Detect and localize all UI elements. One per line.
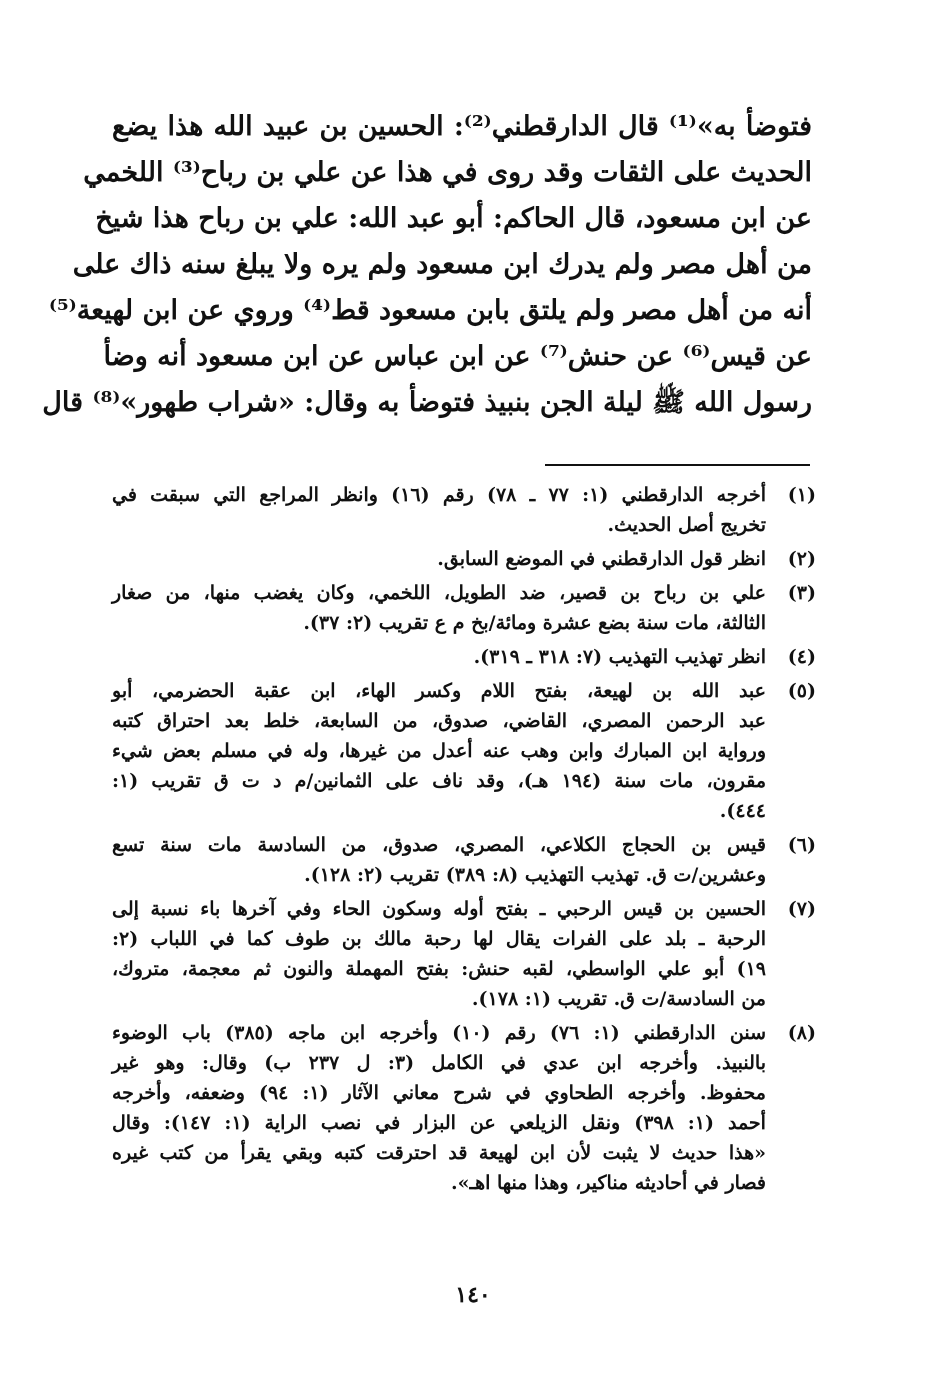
footnote-body	[112, 544, 766, 574]
footnote-2	[112, 544, 816, 574]
footnote-line: مقرون، مات سنة (١٩٤ هـ)، وقد ناف على الثمانين/م د ت ق تقريب (١:	[112, 770, 766, 792]
footnote-3	[112, 578, 816, 638]
footnote-body	[112, 1018, 766, 1198]
footnote-line: وعشرين/ت ق. تهذيب التهذيب (٨: ٣٨٩) تقريب (٢: ١٢٨).	[304, 864, 766, 886]
footnote-1	[112, 480, 816, 540]
footnote-body	[112, 578, 766, 638]
footnote-line: سنن الدارقطني (١: ٧٦) رقم (١٠) وأخرجه ابن ماجه (٣٨٥) باب الوضوء	[112, 1022, 766, 1044]
footnote-body	[112, 642, 766, 672]
footnote-line: انظر تهذيب التهذيب (٧: ٣١٨ ـ ٣١٩).	[473, 646, 766, 668]
main-text-line: أنه من أهل مصر ولم يلتق بابن مسعود قط⁽⁴⁾ وروي عن ابن لهيعة⁽⁵⁾	[48, 295, 812, 326]
footnote-line: فصار في أحاديثه مناكير، وهذا منها اهـ».	[451, 1172, 766, 1194]
main-text-line: عن ابن مسعود، قال الحاكم: أبو عبد الله: علي بن رباح هذا شيخ	[95, 203, 812, 234]
footnote-line: محفوظ. وأخرجه الطحاوي في شرح معاني الآثار (١: ٩٤) وضعفه، وأخرجه	[112, 1082, 766, 1104]
footnote-line: الثالثة، مات سنة بضع عشرة ومائة/بخ م ع تقريب (٢: ٣٧).	[303, 612, 766, 634]
footnote-number: (٣)	[787, 582, 816, 604]
footnote-line: ١٩) أبو علي الواسطي، لقبه حنش: بفتح المهملة والنون ثم معجمة، متروك،	[112, 958, 766, 980]
footnote-line: ورواية ابن المبارك وابن وهب عنه أعدل من غيرها، وله في مسلم بعض شيء	[112, 740, 766, 762]
footnote-line: الرحبة ـ بلد على الفرات يقال لها رحبة مالك بن طوف كما في اللباب (٢:	[112, 928, 766, 950]
footnote-5	[112, 676, 816, 826]
footnote-separator	[545, 464, 810, 466]
footnote-line: قيس بن الحجاج الكلاعي، المصري، صدوق، من السادسة مات سنة تسع	[112, 834, 766, 856]
footnote-line: عبد الرحمن المصري، القاضي، صدوق، من السابعة، خلط بعد احتراق كتبه	[112, 710, 766, 732]
footnote-number: (٢)	[787, 548, 816, 570]
footnote-line: بالنبيذ. وأخرجه ابن عدي في الكامل (٣: ل ٢٣٧ ب) وقال: وهو غير	[112, 1052, 766, 1074]
footnote-body	[112, 480, 766, 540]
main-text-line: رسول الله ﷺ ليلة الجن بنبيذ فتوضأ به وقال: «شراب طهور»⁽⁸⁾ قال	[42, 387, 812, 418]
footnote-body	[112, 676, 766, 826]
main-text-block	[42, 104, 812, 426]
footnote-line: عبد الله بن لهيعة، بفتح اللام وكسر الهاء، ابن عقبة الحضرمي، أبو	[112, 680, 766, 702]
footnote-6	[112, 830, 816, 890]
footnote-line: انظر قول الدارقطني في الموضع السابق.	[437, 548, 766, 570]
main-text-line: من أهل مصر ولم يدرك ابن مسعود ولم يره ولا يبلغ سنه ذاك على	[72, 249, 812, 280]
footnote-number: (١)	[787, 484, 816, 506]
footnote-number: (٤)	[787, 646, 816, 668]
footnote-body	[112, 894, 766, 1014]
footnote-line: أحمد (١: ٣٩٨) ونقل الزيلعي عن البزار في نصب الراية (١: ١٤٧): وقال	[112, 1112, 766, 1134]
main-text-line: فتوضأ به»⁽¹⁾ قال الدارقطني⁽²⁾: الحسين بن عبيد الله هذا يضع	[112, 111, 812, 142]
footnote-line: أخرجه الدارقطني (١: ٧٧ ـ ٧٨) رقم (١٦) وانظر المراجع التي سبقت في	[112, 484, 767, 506]
footnote-body	[112, 830, 766, 890]
footnote-number: (٦)	[787, 834, 816, 856]
footnotes-block	[112, 480, 816, 1202]
footnote-number: (٧)	[787, 898, 816, 920]
footnote-line: من السادسة/ت ق. تقريب (١: ١٧٨).	[471, 988, 766, 1010]
footnote-line: تخريج أصل الحديث.	[607, 514, 766, 536]
footnote-number: (٥)	[787, 680, 816, 702]
footnote-line: ٤٤٤).	[719, 800, 766, 822]
main-text-line: الحديث على الثقات وقد روى في هذا عن علي بن رباح⁽³⁾ اللخمي	[83, 157, 812, 188]
footnote-4	[112, 642, 816, 672]
footnote-line: الحسين بن قيس الرحبي ـ بفتح أوله وسكون الحاء وفي آخرها باء نسبة إلى	[112, 898, 766, 920]
page-number: ١٤٠	[455, 1282, 491, 1308]
footnote-line: علي بن رباح بن قصير، ضد الطويل، اللخمي، وكان يغضب منها، من صغار	[112, 582, 766, 604]
footnote-8	[112, 1018, 816, 1198]
footnote-line: «هذا حديث لا يثبت لأن ابن لهيعة قد احترقت كتبه وبقي يقرأ من كتب غيره	[112, 1142, 766, 1164]
main-text-line: عن قيس⁽⁶⁾ عن حنش⁽⁷⁾ عن ابن عباس عن ابن مسعود أنه وضأ	[103, 341, 812, 372]
footnote-number: (٨)	[787, 1022, 816, 1044]
footnote-7	[112, 894, 816, 1014]
